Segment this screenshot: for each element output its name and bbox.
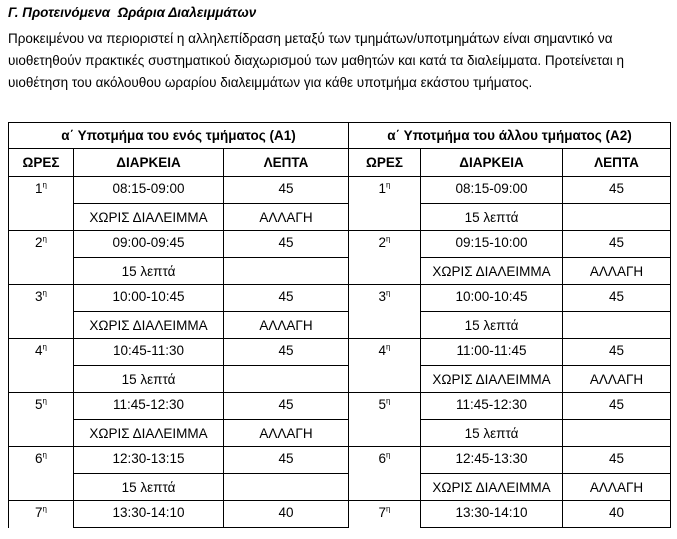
break-schedule-table [8, 122, 671, 528]
duration-cell: 11:45-12:30 [74, 393, 224, 420]
hour-cell [349, 231, 421, 258]
break-row [9, 420, 671, 447]
break-note-cell: 15 λεπτά [421, 204, 563, 231]
hour-ordinal-suffix: η [386, 396, 391, 406]
break-note-cell: ΧΩΡΙΣ ΔΙΑΛΕΙΜΜΑ [421, 366, 563, 393]
col-hours-header: ΩΡΕΣ [349, 149, 421, 177]
hour-cell [349, 204, 421, 231]
minutes-cell [224, 474, 349, 501]
paragraph-line: υιοθέτηση του ακόλουθου ωραρίου διαλειμμάτων για κάθε υποτμήμα εκάστου τμήματος. [8, 75, 533, 90]
hour-cell [349, 177, 421, 204]
hour-number: 3 [35, 289, 43, 304]
minutes-cell: 45 [563, 339, 671, 366]
minutes-cell: ΑΛΛΑΓΗ [563, 258, 671, 285]
hour-cell [9, 285, 74, 312]
break-note-cell: ΧΩΡΙΣ ΔΙΑΛΕΙΜΜΑ [74, 204, 224, 231]
hour-ordinal-suffix: η [42, 450, 47, 460]
group-a2-header: α΄ Υποτμήμα του άλλου τμήματος (Α2) [349, 123, 671, 149]
duration-cell: 12:30-13:15 [74, 447, 224, 474]
hour-cell [349, 339, 421, 366]
minutes-cell [563, 312, 671, 339]
hour-cell [9, 420, 74, 447]
hour-number: 4 [35, 343, 43, 358]
hour-ordinal-suffix: η [42, 342, 47, 352]
break-note-cell: 15 λεπτά [74, 366, 224, 393]
break-note-cell: 15 λεπτά [421, 312, 563, 339]
col-hours-header: ΩΡΕΣ [9, 149, 74, 177]
minutes-cell: ΑΛΛΑΓΗ [224, 420, 349, 447]
minutes-cell: 45 [224, 231, 349, 258]
hour-cell [349, 501, 421, 528]
minutes-cell: 45 [224, 285, 349, 312]
hour-ordinal-suffix: η [42, 504, 47, 514]
hour-number: 7 [35, 505, 43, 520]
paragraph-line: υιοθετηθούν πρακτικές συστηματικού διαχωρισμού των μαθητών και κατά τα διαλείμματα. Προτείνεται η [8, 53, 624, 68]
hour-row [9, 501, 671, 528]
paragraph-line: Προκειμένου να περιοριστεί η αλληλεπίδραση μεταξύ των τμημάτων/υποτμημάτων είναι σημαντικό να [8, 31, 613, 46]
hour-cell [9, 204, 74, 231]
minutes-cell [563, 420, 671, 447]
minutes-cell: 45 [563, 447, 671, 474]
hour-ordinal-suffix: η [386, 234, 391, 244]
minutes-cell: 40 [224, 501, 349, 528]
duration-cell: 11:45-12:30 [421, 393, 563, 420]
break-row [9, 312, 671, 339]
hour-ordinal-suffix: η [386, 180, 391, 190]
break-row [9, 258, 671, 285]
minutes-cell [224, 366, 349, 393]
minutes-cell: ΑΛΛΑΓΗ [224, 204, 349, 231]
hour-cell [9, 312, 74, 339]
minutes-cell [563, 204, 671, 231]
hour-cell [9, 474, 74, 501]
duration-cell: 09:15-10:00 [421, 231, 563, 258]
hour-cell [349, 420, 421, 447]
hour-number: 1 [35, 181, 43, 196]
hour-cell [9, 339, 74, 366]
hour-number: 4 [378, 343, 387, 358]
hour-ordinal-suffix: η [386, 288, 391, 298]
hour-cell [9, 366, 74, 393]
hour-ordinal-suffix: η [42, 396, 47, 406]
hour-cell [349, 366, 421, 393]
duration-cell: 13:30-14:10 [421, 501, 563, 528]
group-a1-header: α΄ Υποτμήμα του ενός τμήματος (Α1) [9, 123, 349, 149]
duration-cell: 10:00-10:45 [421, 285, 563, 312]
minutes-cell: 45 [224, 447, 349, 474]
hour-number: 6 [378, 451, 387, 466]
hour-number: 7 [378, 505, 387, 520]
minutes-cell: ΑΛΛΑΓΗ [563, 366, 671, 393]
hour-ordinal-suffix: η [42, 180, 47, 190]
hour-cell [349, 285, 421, 312]
hour-cell [9, 447, 74, 474]
minutes-cell: 45 [563, 231, 671, 258]
hour-ordinal-suffix: η [386, 504, 391, 514]
break-row [9, 366, 671, 393]
duration-cell: 12:45-13:30 [421, 447, 563, 474]
hour-cell [9, 393, 74, 420]
break-note-cell: ΧΩΡΙΣ ΔΙΑΛΕΙΜΜΑ [421, 258, 563, 285]
hour-cell [349, 474, 421, 501]
minutes-cell: ΑΛΛΑΓΗ [563, 474, 671, 501]
minutes-cell [224, 258, 349, 285]
break-note-cell: ΧΩΡΙΣ ΔΙΑΛΕΙΜΜΑ [74, 312, 224, 339]
intro-paragraph [8, 28, 670, 94]
hour-ordinal-suffix: η [386, 450, 391, 460]
duration-cell: 10:00-10:45 [74, 285, 224, 312]
col-minutes-header: ΛΕΠΤΑ [563, 149, 671, 177]
section-title: Γ. Προτεινόμενα Ωράρια Διαλειμμάτων [8, 5, 257, 20]
break-row [9, 474, 671, 501]
hour-number: 5 [35, 397, 43, 412]
minutes-cell: 45 [563, 285, 671, 312]
hour-row [9, 177, 671, 204]
hour-cell [9, 258, 74, 285]
hour-cell [349, 312, 421, 339]
duration-cell: 08:15-09:00 [74, 177, 224, 204]
hour-number: 5 [378, 397, 387, 412]
minutes-cell: ΑΛΛΑΓΗ [224, 312, 349, 339]
hour-cell [349, 447, 421, 474]
hour-number: 1 [378, 181, 387, 196]
break-row [9, 204, 671, 231]
duration-cell: 13:30-14:10 [74, 501, 224, 528]
hour-ordinal-suffix: η [386, 342, 391, 352]
break-note-cell: 15 λεπτά [74, 474, 224, 501]
hour-cell [9, 501, 74, 528]
hour-number: 2 [378, 235, 387, 250]
hour-cell [9, 231, 74, 258]
duration-cell: 10:45-11:30 [74, 339, 224, 366]
break-note-cell: ΧΩΡΙΣ ΔΙΑΛΕΙΜΜΑ [74, 420, 224, 447]
hour-row [9, 231, 671, 258]
hour-cell [9, 177, 74, 204]
break-note-cell: ΧΩΡΙΣ ΔΙΑΛΕΙΜΜΑ [421, 474, 563, 501]
minutes-cell: 45 [224, 177, 349, 204]
minutes-cell: 40 [563, 501, 671, 528]
hour-cell [349, 393, 421, 420]
hour-number: 6 [35, 451, 43, 466]
hour-row [9, 447, 671, 474]
col-duration-header: ΔΙΑΡΚΕΙΑ [421, 149, 563, 177]
break-note-cell: 15 λεπτά [74, 258, 224, 285]
duration-cell: 08:15-09:00 [421, 177, 563, 204]
hour-number: 2 [35, 235, 43, 250]
duration-cell: 11:00-11:45 [421, 339, 563, 366]
col-duration-header: ΔΙΑΡΚΕΙΑ [74, 149, 224, 177]
minutes-cell: 45 [224, 339, 349, 366]
hour-number: 3 [378, 289, 387, 304]
break-note-cell: 15 λεπτά [421, 420, 563, 447]
hour-cell [349, 258, 421, 285]
hour-ordinal-suffix: η [42, 234, 47, 244]
duration-cell: 09:00-09:45 [74, 231, 224, 258]
hour-row [9, 393, 671, 420]
col-minutes-header: ΛΕΠΤΑ [224, 149, 349, 177]
hour-row [9, 339, 671, 366]
hour-ordinal-suffix: η [42, 288, 47, 298]
minutes-cell: 45 [563, 393, 671, 420]
minutes-cell: 45 [224, 393, 349, 420]
minutes-cell: 45 [563, 177, 671, 204]
hour-row [9, 285, 671, 312]
